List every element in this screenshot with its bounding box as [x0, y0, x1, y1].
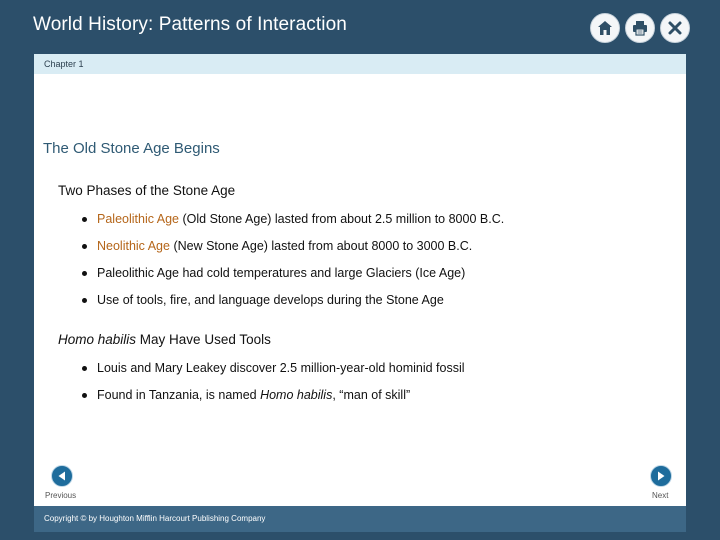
chapter-label: Chapter 1	[44, 59, 84, 69]
term-paleolithic: Paleolithic Age	[97, 212, 180, 226]
next-label[interactable]: Next	[652, 491, 669, 500]
print-button[interactable]	[625, 13, 655, 43]
arrow-left-icon	[56, 470, 68, 482]
slide-panel	[34, 54, 686, 532]
chapter-bar	[34, 54, 686, 74]
top-toolbar	[590, 13, 690, 43]
list-item: Paleolithic Age (Old Stone Age) lasted from about 2.5 million to 8000 B.C.	[79, 210, 504, 237]
list-item: Paleolithic Age had cold temperatures and large Glaciers (Ice Age)	[79, 264, 504, 291]
home-button[interactable]	[590, 13, 620, 43]
phases-bullet-list	[79, 210, 504, 318]
home-icon	[596, 19, 614, 37]
copyright-text: Copyright © by Houghton Mifflin Harcourt Publishing Company	[44, 514, 266, 523]
section-title-phases: Two Phases of the Stone Age	[58, 183, 236, 198]
close-button[interactable]	[660, 13, 690, 43]
term-neolithic: Neolithic Age	[97, 239, 170, 253]
list-item: Use of tools, fire, and language develops during the Stone Age	[79, 291, 504, 318]
close-icon	[666, 19, 684, 37]
section-title-homo-habilis: Homo habilis May Have Used Tools	[58, 332, 271, 347]
previous-label[interactable]: Previous	[45, 491, 77, 500]
homo-habilis-bullet-list	[79, 359, 465, 413]
print-icon	[631, 19, 649, 37]
arrow-right-icon	[655, 470, 667, 482]
app-title: World History: Patterns of Interaction	[33, 14, 347, 35]
list-item: Louis and Mary Leakey discover 2.5 million-year-old hominid fossil	[79, 359, 465, 386]
list-item: Found in Tanzania, is named Homo habilis, “man of skill”	[79, 386, 465, 413]
previous-button[interactable]	[51, 465, 73, 487]
slide-heading: The Old Stone Age Begins	[43, 140, 220, 157]
next-button[interactable]	[650, 465, 672, 487]
footer-bar	[34, 506, 686, 532]
list-item: Neolithic Age (New Stone Age) lasted from about 8000 to 3000 B.C.	[79, 237, 504, 264]
